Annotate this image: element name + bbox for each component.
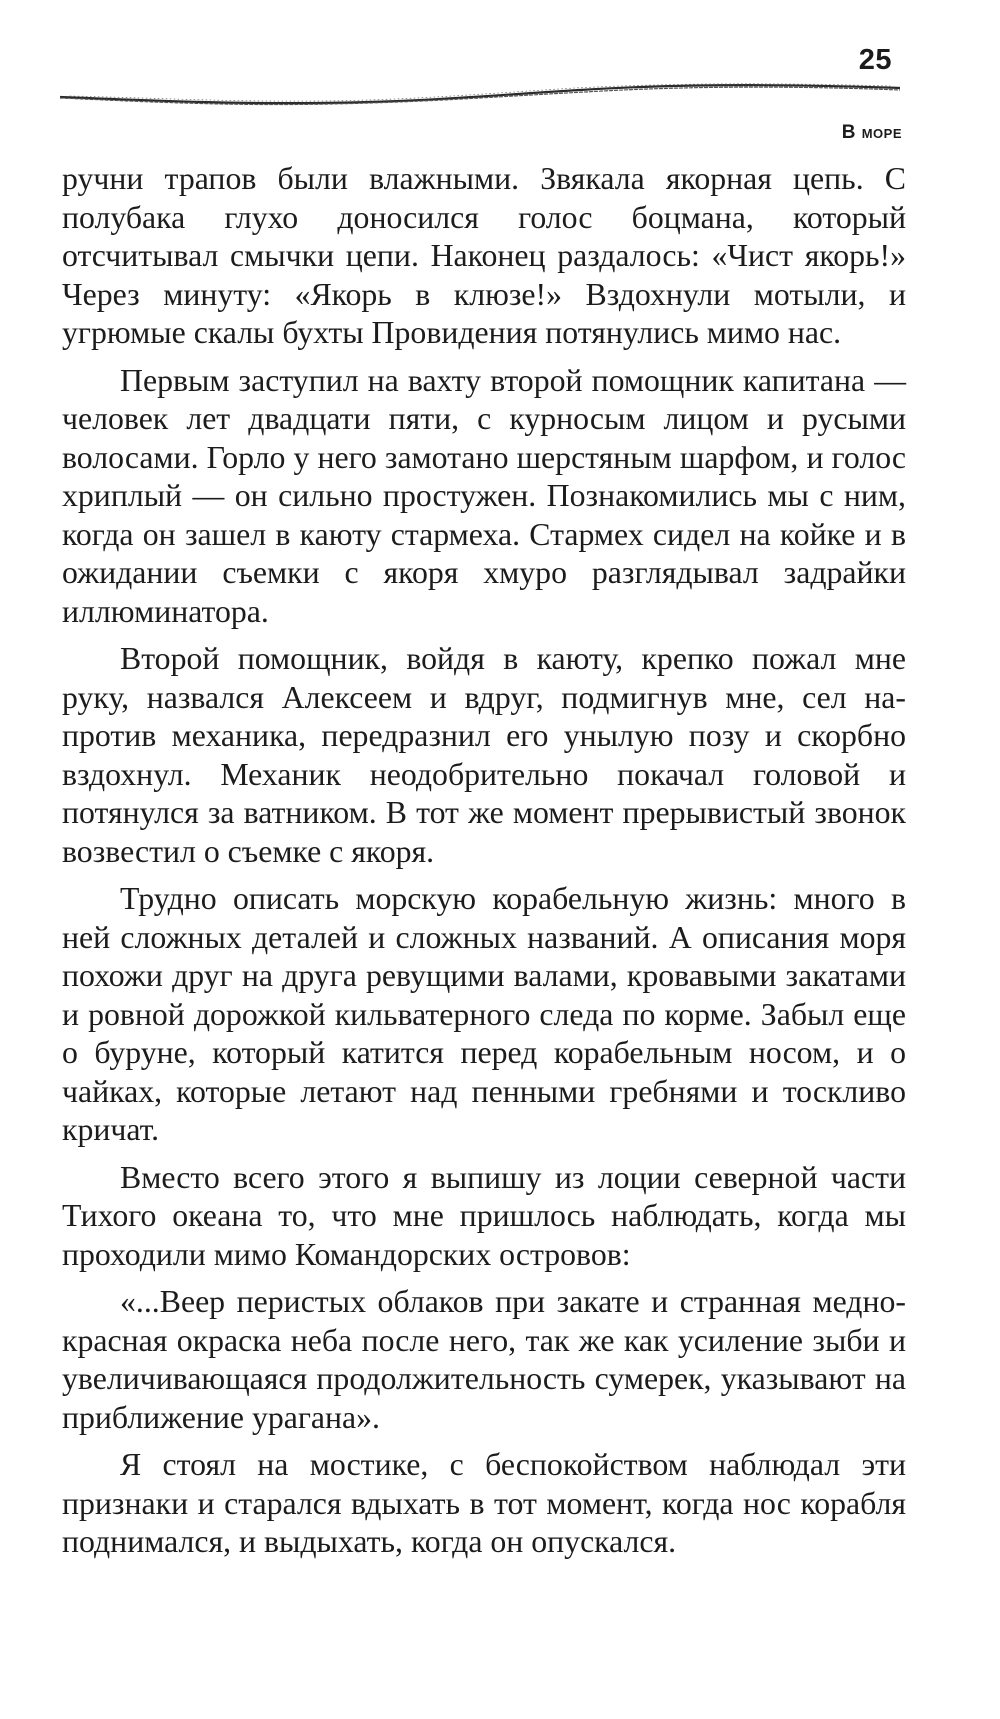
running-head: В море (841, 122, 902, 143)
paragraph-6-quote: «...Веер перистых облаков при закате и странная медно-красная окраска неба после него, так же как усиление зыби и увеличивающаяся продолжительность сумерек, указывают на приближение урагана». (62, 1284, 906, 1435)
paragraph-2: Первым заступил на вахту второй помощник капитана — человек лет двадцати пяти, с курносым лицом и русыми волосами. Горло у него замотано шерстяным шарфом, и голос хриплый — он сильно простужен. Познакомились мы с ним, когда он зашел в каюту стармеха. Стармех сидел на койке и в ожидании съемки с якоря хмуро разглядывал задрайки иллюминатора. (62, 362, 906, 629)
paragraph-3: Второй помощник, войдя в каюту, крепко пожал мне руку, назвался Алексеем и вдруг, подмигнув мне, сел напротив механика, передразнил его унылую позу и скорбно вздохнул. Механик неодобрительно покачал головой и потянулся за ватником. В тот же момент прерывистый звонок возвестил о съемке с якоря. (62, 641, 906, 869)
decorative-wave-rule (60, 82, 900, 122)
page-body (62, 160, 906, 1571)
page-number: 25 (858, 44, 892, 76)
paragraph-1: ручни трапов были влажными. Звякала якорная цепь. С полубака глухо доносился голос боцмана, который отсчитывал смычки цепи. Наконец раздалось: «Чист якорь!» Через минуту: «Якорь в клюзе!» Вздохнули мотыли, и угрюмые скалы бухты Провидения потянулись мимо нас. (62, 161, 906, 350)
paragraph-5: Вместо всего этого я выпишу из лоции северной части Тихого океана то, что мне пришлось наблюдать, когда мы проходили мимо Командорских островов: (62, 1159, 906, 1272)
paragraph-7: Я стоял на мостике, с беспокойством наблюдал эти признаки и старался вдыхать в тот момент, когда нос корабля поднимался, и выдыхать, когда он опускался. (62, 1447, 906, 1559)
paragraph-4: Трудно описать морскую корабельную жизнь: много в ней сложных деталей и сложных названий. А описания моря похожи друг на друга ревущими валами, кровавыми закатами и ровной дорожкой кильватерного следа по корме. Забыл еще о буруне, который катится перед корабельным носом, и о чайках, которые летают над пенными гребнями и тоскливо кричат. (62, 881, 906, 1147)
